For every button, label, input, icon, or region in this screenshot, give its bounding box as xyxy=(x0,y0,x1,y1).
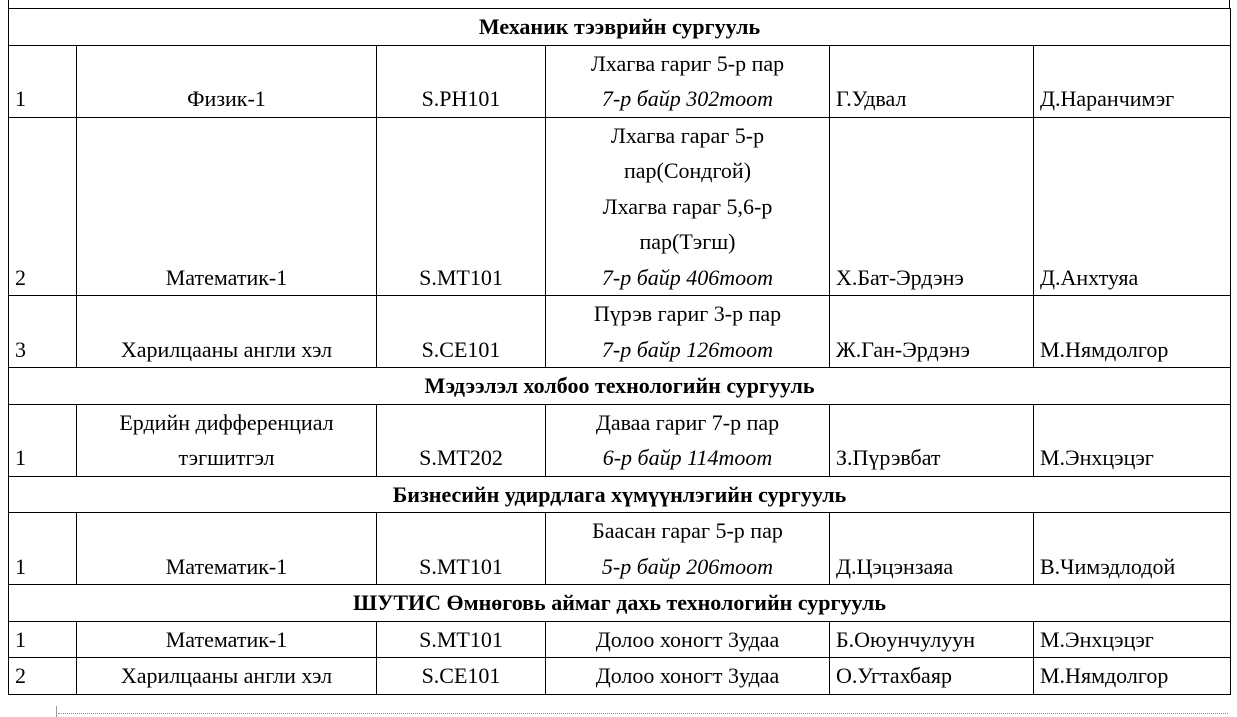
assistant-name: М.Нямдолгор xyxy=(1034,296,1231,368)
row-number: 2 xyxy=(9,658,77,695)
teacher-name: О.Угтахбаяр xyxy=(830,658,1034,695)
assistant-name: М.Энхцэцэг xyxy=(1034,404,1231,476)
assistant-name: В.Чимэдлодой xyxy=(1034,513,1231,585)
teacher-name: Ж.Ган-Эрдэнэ xyxy=(830,296,1034,368)
subject-line: Математик-1 xyxy=(165,264,288,290)
subject-cell xyxy=(77,621,377,658)
teacher-name: Г.Удвал xyxy=(830,45,1034,117)
assistant-name: Д.Анхтуяа xyxy=(1034,117,1231,296)
time-cell xyxy=(546,621,830,658)
time-cell xyxy=(546,117,830,296)
time-line: Даваа гариг 7-р пар xyxy=(595,409,780,435)
table-row xyxy=(9,45,1231,117)
subject-cell xyxy=(77,513,377,585)
subject-cell xyxy=(77,45,377,117)
subject-cell xyxy=(77,658,377,695)
schedule-table xyxy=(8,8,1231,695)
row-number: 1 xyxy=(9,45,77,117)
time-line: Пүрэв гариг 3-р пар xyxy=(593,301,782,326)
page-bottom-dotted-rule xyxy=(58,713,1228,714)
assistant-name: Д.Наранчимэг xyxy=(1034,45,1231,117)
time-cell xyxy=(546,513,830,585)
subject-line: Харилцааны англи хэл xyxy=(120,336,333,362)
time-line: Лхагва гараг 5-р xyxy=(610,122,765,148)
subject-line: Харилцааны англи хэл xyxy=(120,663,333,688)
course-code: S.CE101 xyxy=(377,296,546,368)
course-code: S.MT101 xyxy=(377,117,546,296)
table-row xyxy=(9,296,1231,368)
room-line: 7-р байр 302тоот xyxy=(601,86,774,111)
subject-cell xyxy=(77,296,377,368)
row-number: 1 xyxy=(9,621,77,658)
time-line: Лхагва гариг 5-р пар xyxy=(590,50,785,76)
subject-line: Физик-1 xyxy=(187,86,266,111)
time-line: Долоо хоногт 3удаа xyxy=(595,626,780,652)
room-line: 7-р байр 126тоот xyxy=(601,336,774,362)
time-line: пар(Сондгой) xyxy=(623,158,752,183)
subject-cell xyxy=(77,404,377,476)
row-number: 3 xyxy=(9,296,77,368)
subject-line: Ердийн дифференциал xyxy=(119,409,334,435)
row-number: 2 xyxy=(9,117,77,296)
assistant-name: М.Нямдолгор xyxy=(1034,658,1231,695)
table-row xyxy=(9,513,1231,585)
section-header-row xyxy=(9,585,1231,622)
time-line: Лхагва гараг 5,6-р xyxy=(602,193,773,219)
section-header-row xyxy=(9,9,1231,46)
teacher-name: З.Пүрэвбат xyxy=(830,404,1034,476)
table-row xyxy=(9,404,1231,476)
time-cell xyxy=(546,296,830,368)
time-cell xyxy=(546,404,830,476)
course-code: S.MT202 xyxy=(377,404,546,476)
table-row xyxy=(9,117,1231,296)
page-margin-marker xyxy=(56,706,57,717)
section-title: Механик тээврийн сургууль xyxy=(9,9,1231,46)
time-line: Баасан гараг 5-р пар xyxy=(592,518,783,543)
room-line: 7-р байр 406тоот xyxy=(601,264,774,290)
section-header-row xyxy=(9,476,1231,513)
row-number: 1 xyxy=(9,404,77,476)
course-code: S.MT101 xyxy=(377,513,546,585)
section-title: ШУТИС Өмнөговь аймаг дахь технологийн сургууль xyxy=(9,585,1231,622)
section-header-row xyxy=(9,368,1231,405)
room-line: 6-р байр 114тоот xyxy=(602,445,773,470)
subject-line: Математик-1 xyxy=(165,553,288,579)
teacher-name: Х.Бат-Эрдэнэ xyxy=(830,117,1034,296)
section-title: Мэдээлэл холбоо технологийн сургууль xyxy=(9,368,1231,405)
teacher-name: Б.Оюунчулуун xyxy=(830,621,1034,658)
course-code: S.PH101 xyxy=(377,45,546,117)
row-number: 1 xyxy=(9,513,77,585)
time-line: пар(Тэгш) xyxy=(639,229,736,254)
time-line: Долоо хоногт 3удаа xyxy=(595,663,780,688)
subject-line: Математик-1 xyxy=(165,626,288,652)
course-code: S.CE101 xyxy=(377,658,546,695)
table-top-continuation xyxy=(8,0,1230,8)
course-code: S.MT101 xyxy=(377,621,546,658)
subject-line: тэгшитгэл xyxy=(178,445,275,470)
room-line: 5-р байр 206тоот xyxy=(601,553,774,579)
table-row xyxy=(9,621,1231,658)
section-title: Бизнесийн удирдлага хүмүүнлэгийн сургууль xyxy=(9,476,1231,513)
time-cell xyxy=(546,658,830,695)
teacher-name: Д.Цэцэнзаяа xyxy=(830,513,1034,585)
time-cell xyxy=(546,45,830,117)
subject-cell xyxy=(77,117,377,296)
table-row xyxy=(9,658,1231,695)
assistant-name: М.Энхцэцэг xyxy=(1034,621,1231,658)
schedule-document xyxy=(8,8,1230,695)
